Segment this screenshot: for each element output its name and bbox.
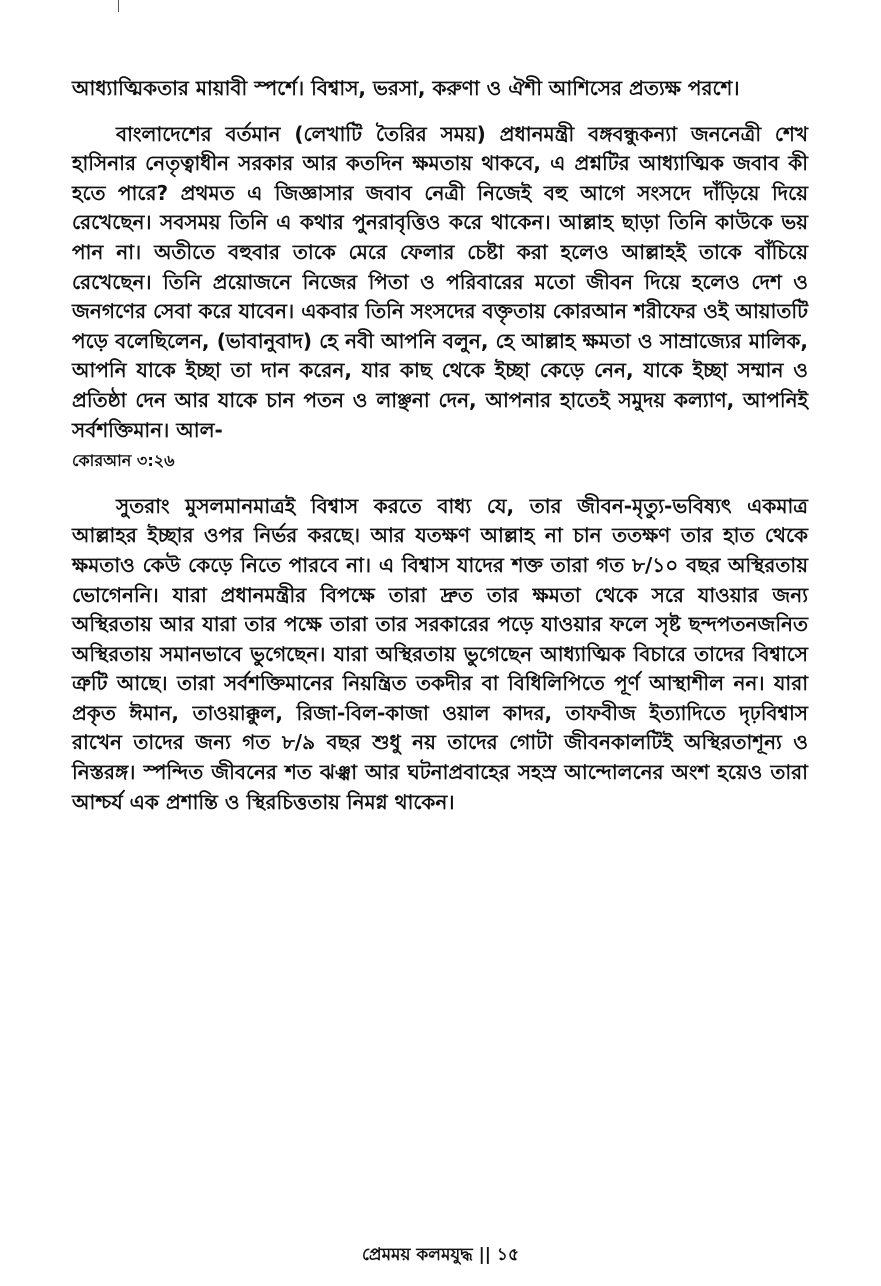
page-body [72, 74, 808, 817]
page-edge-mark [118, 0, 119, 12]
quran-citation: কোরআন ৩:২৬ [72, 451, 175, 471]
paragraph-continuation: আধ্যাত্মিকতার মায়াবী স্পর্শে। বিশ্বাস, ভরসা, করুণা ও ঐশী আশিসের প্রত্যক্ষ পরশে। [72, 76, 740, 100]
page-footer: প্রেমময় কলমযুদ্ধ || ১৫ [362, 1245, 519, 1265]
paragraph-prime-minister-text: বাংলাদেশের বর্তমান (লেখাটি তৈরির সময়) প্রধানমন্ত্রী বঙ্গবন্ধুকন্যা জননেত্রী শেখ হাসিনার নেতৃত্বাধীন সরকার আর কতদিন ক্ষমতায় থাকবে, এ প্রশ্নটির আধ্যাত্মিক জবাব কী হতে পারে? প্রথমত এ জিজ্ঞাসার জবাব নেত্রী নিজেই বহু আগে সংসদে দাঁড়িয়ে দিয়ে রেখেছেন। সবসময় তিনি এ কথার পুনরাবৃত্তিও করে থাকেন। আল্লাহ ছাড়া তিনি কাউকে ভয় পান না। অতীতে বহুবার তাকে মেরে ফেলার চেষ্টা করা হলেও আল্লাহই তাকে বাঁচিয়ে রেখেছেন। তিনি প্রয়োজনে নিজের পিতা ও পরিবারের মতো জীবন দিয়ে হলেও দেশ ও জনগণের সেবা করে যাবেন। একবার তিনি সংসদের বক্তৃতায় কোরআন শরীফের ওই আয়াতটি পড়ে বলেছিলেন, (ভাবানুবাদ) হে নবী আপনি বলুন, হে আল্লাহ ক্ষমতা ও সাম্রাজ্যের মালিক, আপনি যাকে ইচ্ছা তা দান করেন, যার কাছ থেকে ইচ্ছা কেড়ে নেন, যাকে ইচ্ছা সম্মান ও প্রতিষ্ঠা দেন আর যাকে চান পতন ও লাঞ্ছনা দেন, আপনার হাতেই সমুদয় কল্যাণ, আপনিই সর্বশক্তিমান। আল- [72, 121, 808, 442]
paragraph-prime-minister [72, 120, 808, 476]
paragraph-faith: সুতরাং মুসলমানমাত্রই বিশ্বাস করতে বাধ্য যে, তার জীবন-মৃত্যু-ভবিষ্যৎ একমাত্র আল্লাহর ইচ্ছার ওপর নির্ভর করছে। আর যতক্ষণ আল্লাহ না চান ততক্ষণ তার হাত থেকে ক্ষমতাও কেউ কেড়ে নিতে পারবে না। এ বিশ্বাস যাদের শক্ত তারা গত ৮/১০ বছর অস্থিরতায় ভোগেননি। যারা প্রধানমন্ত্রীর বিপক্ষে তারা দ্রুত তার ক্ষমতা থেকে সরে যাওয়ার জন্য অস্থিরতায় আর যারা তার পক্ষে তারা তার সরকারের পড়ে যাওয়ার ফলে সৃষ্ট ছন্দপতনজনিত অস্থিরতায় সমানভাবে ভুগেছেন। যারা অস্থিরতায় ভুগেছেন আধ্যাত্মিক বিচারে তাদের বিশ্বাসে ত্রুটি আছে। তারা সর্বশক্তিমানের নিয়ন্ত্রিত তকদীর বা বিধিলিপিতে পূর্ণ আস্থাশীল নন। যারা প্রকৃত ঈমান, তাওয়াক্কুল, রিজা-বিল-কাজা ওয়াল কাদর, তাফবীজ ইত্যাদিতে দৃঢ়বিশ্বাস রাখেন তাদের জন্য গত ৮/৯ বছর শুধু নয় তাদের গোটা জীবনকালটিই অস্থিরতাশূন্য ও নিস্তরঙ্গ। স্পন্দিত জীবনের শত ঝঞ্ঝা আর ঘটনাপ্রবাহের সহস্র আন্দোলনের অংশ হয়েও তারা আশ্চর্য এক প্রশান্তি ও স্থিরচিত্ততায় নিমগ্ন থাকেন। [72, 493, 808, 814]
